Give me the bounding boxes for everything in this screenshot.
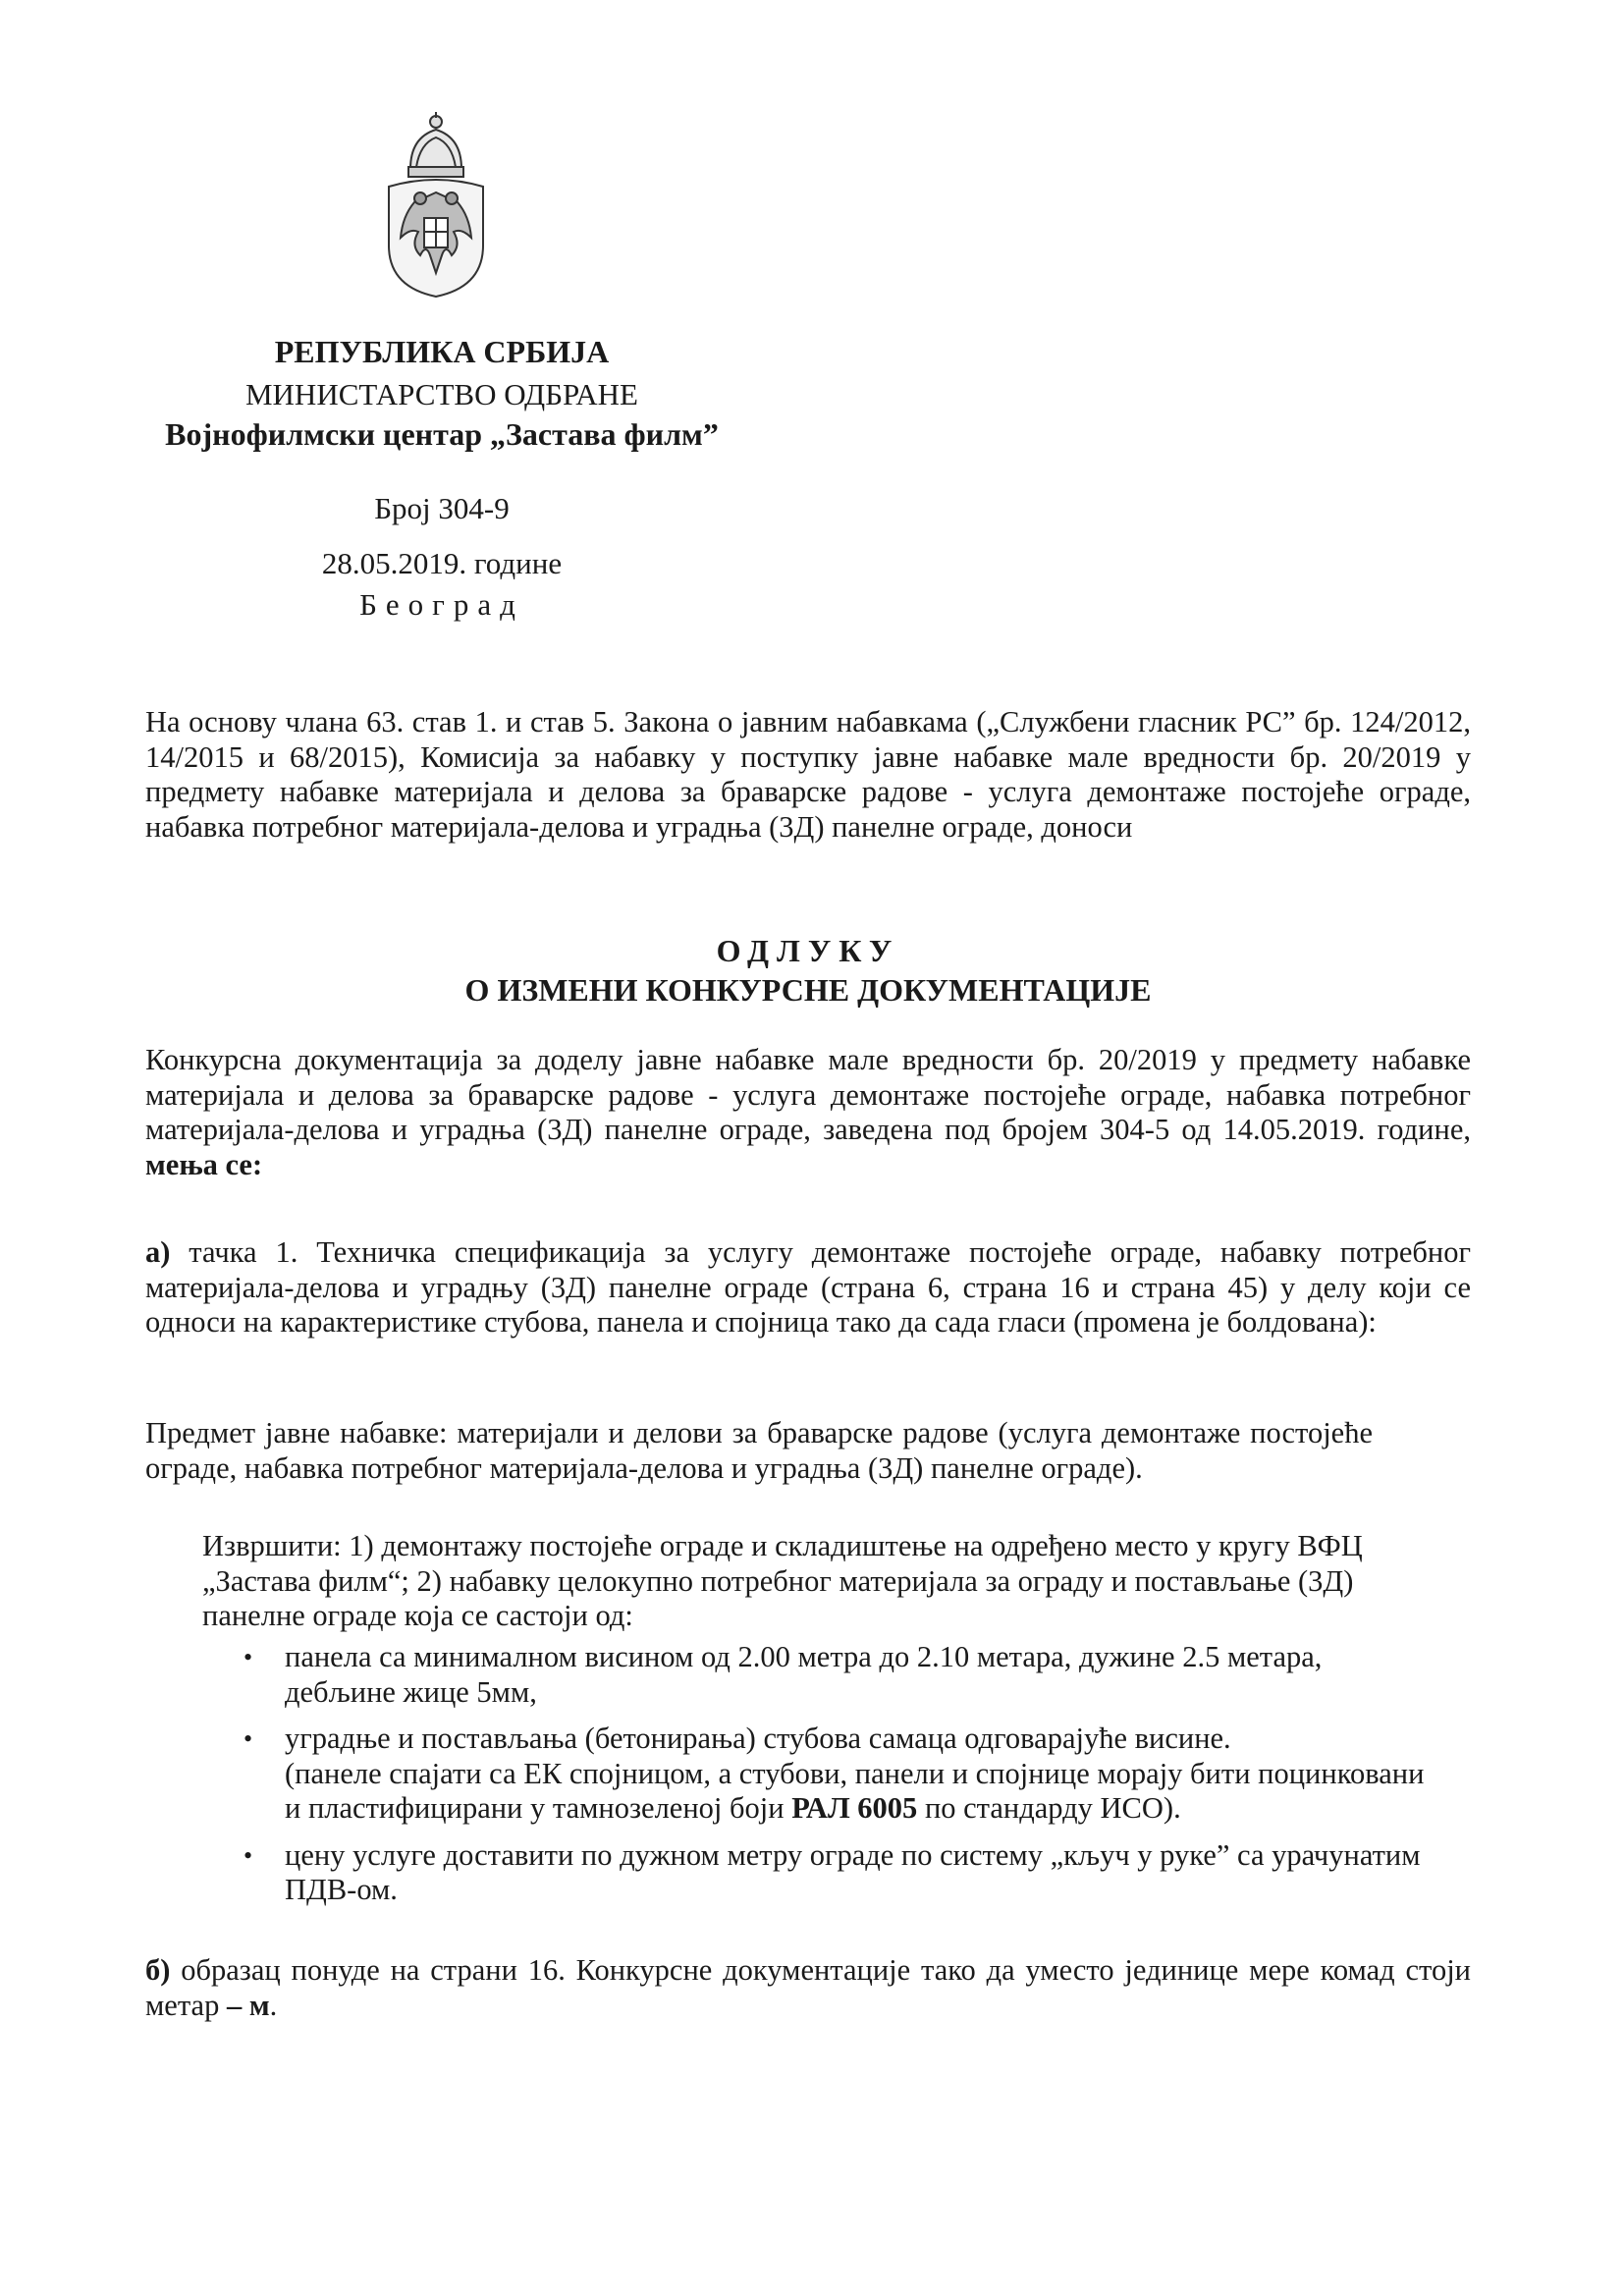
coat-of-arms-emblem (381, 108, 491, 301)
list-item-text: панела са минималном висином од 2.00 метра до 2.10 метара, дужине 2.5 метара, дебљине жице 5мм, (285, 1640, 1323, 1709)
bullet-icon: • (244, 1643, 253, 1671)
list-item (202, 1640, 1439, 1710)
list-item-text: уградње и постављања (бетонирања) стубова самаца одговарајуће висине. (285, 1722, 1231, 1755)
bullet-icon: • (244, 1840, 253, 1870)
legal-basis-paragraph: На основу члана 63. став 1. и став 5. Закона о јавним набавкама („Службени гласник РС” бр. 124/2012, 14/2015 и 68/2015), Комисија за набавку у поступку јавне набавке мале вредности бр. 20/2019 у предмету набавке материјала и делова за браварске радове - услуга демонтаже постојеће ограде, набавка потребног материјала-делова и уградња (3Д) панелне ограде, доноси (145, 705, 1471, 844)
list-item-note-tail: по стандарду ИСО). (917, 1791, 1181, 1825)
bullet-icon: • (244, 1724, 253, 1753)
country-name: РЕПУБЛИКА СРБИЈА (274, 334, 610, 369)
list-item (202, 1838, 1439, 1908)
item-b-paragraph (145, 1953, 1471, 2023)
decision-title: ОДЛУКУ (716, 933, 900, 968)
institution-name: Војнофилмски центар „Застава филм” (165, 416, 719, 452)
list-item-note: (панеле спајати са ЕК спојницом, а стубови, панели и спојнице морају бити поцинковани и пластифицирани у тамнозеленој боји (285, 1756, 1425, 1825)
documentation-paragraph (145, 1043, 1471, 1182)
document-number: Број 304-9 (374, 491, 510, 525)
list-item (202, 1722, 1439, 1827)
item-b-tail: . (269, 1988, 278, 2022)
item-b-unit: – м (226, 1988, 270, 2022)
perform-paragraph: Извршити: 1) демонтажу постојеће ограде и складиштење на одређено место у кругу ВФЦ „Застава филм“; 2) набавку целокупно потребног материјала за ограду и постављање (3Д) панелне ограде која се састоји од: (202, 1529, 1363, 1632)
documentation-text: Конкурсна документација за доделу јавне набавке мале вредности бр. 20/2019 у предмету набавке материјала и делова за браварске радове - услуга демонтаже постојеће ограде, набавка потребног материјала-делова и уградња (3Д) панелне ограде, заведена под бројем 304-5 од 14.05.2019. године, (145, 1043, 1471, 1146)
item-a-marker: а) (145, 1235, 171, 1269)
document-city: Београд (359, 587, 524, 622)
list-item-text: цену услуге доставити по дужном метру ограде по систему „кључ у руке” са урачунатим ПДВ-ом. (285, 1837, 1421, 1906)
ministry-name: МИНИСТАРСТВО ОДБРАНЕ (244, 377, 638, 411)
specification-list (202, 1640, 1439, 1920)
item-b-text: образац понуде на страни 16. Конкурсне документације тако да уместо јединице мере комад стоји метар (145, 1953, 1471, 2022)
subject-paragraph: Предмет јавне набавке: материјали и делови за браварске радове (услуга демонтаже постојеће ограде, набавка потребног материјала-делова и уградња (3Д) панелне ограде). (145, 1416, 1373, 1485)
ral-color-code: РАЛ 6005 (791, 1791, 918, 1825)
item-b-marker: б) (145, 1953, 171, 1987)
decision-subtitle: О ИЗМЕНИ КОНКУРСНЕ ДОКУМЕНТАЦИЈЕ (464, 972, 1152, 1008)
documentation-change-label: мења се: (145, 1147, 263, 1181)
item-a-paragraph (145, 1235, 1471, 1340)
document-date: 28.05.2019. године (321, 546, 563, 580)
item-a-text: тачка 1. Техничка спецификација за услугу демонтаже постојеће ограде, набавку потребног материјала-делова и уградњу (3Д) панелне ограде (страна 6, страна 16 и страна 45) у делу који се односи на карактеристике стубова, панела и спојница тако да сада гласи (промена је болдована): (145, 1235, 1471, 1339)
